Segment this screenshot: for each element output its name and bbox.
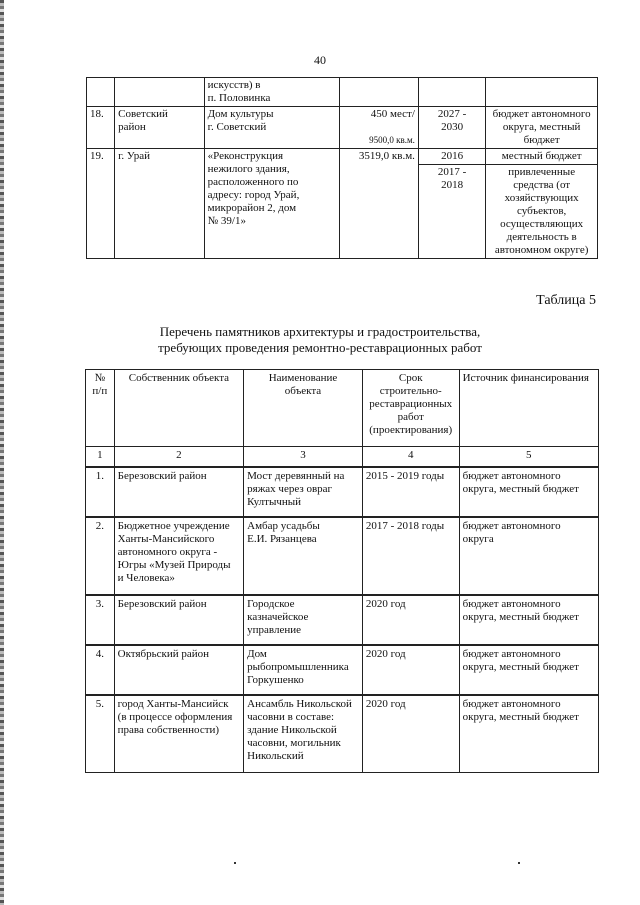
- scan-speck: [518, 862, 520, 864]
- cell-years: 2017 - 2018: [418, 165, 485, 259]
- cell-term: 2020 год: [362, 645, 459, 695]
- cell-name: Ансамбль Никольской часовни в составе: здание Никольской часовни, могильник Никольский: [244, 695, 363, 773]
- cell-funding: бюджет автономного округа, местный бюджет: [486, 107, 598, 149]
- row-number: 1.: [86, 467, 115, 517]
- cell-owner: Октябрьский район: [114, 645, 243, 695]
- header-num: № п/п: [86, 370, 115, 447]
- cell-years: 2016: [418, 149, 485, 165]
- page-number: 40: [314, 53, 326, 67]
- row-number: 4.: [86, 645, 115, 695]
- cell-source: бюджет автономного округа: [459, 517, 598, 595]
- cell-district: Советский район: [115, 107, 205, 149]
- header-owner: Собственник объекта: [114, 370, 243, 447]
- header-source: Источник финансирования: [459, 370, 598, 447]
- scan-speck: [234, 862, 236, 864]
- cell-term: 2017 - 2018 годы: [362, 517, 459, 595]
- cell-years: 2027 - 2030: [418, 107, 485, 149]
- cell-name: Мост деревянный на ряжах через овраг Култычный: [244, 467, 363, 517]
- cell-name: Амбар усадьбы Е.И. Рязанцева: [244, 517, 363, 595]
- cell-name: Городское казначейское управление: [244, 595, 363, 645]
- cell-source: бюджет автономного округа, местный бюджет: [459, 645, 598, 695]
- table-row: [86, 517, 599, 595]
- table-row: [87, 149, 598, 165]
- table-row: [86, 595, 599, 645]
- row-number: 3.: [86, 595, 115, 645]
- table-row: [87, 78, 598, 107]
- table-row: [86, 467, 599, 517]
- cell-capacity: 3519,0 кв.м.: [340, 149, 418, 259]
- table-row: [86, 695, 599, 773]
- cell-source: бюджет автономного округа, местный бюджет: [459, 467, 598, 517]
- table-row: [86, 645, 599, 695]
- row-number: 19.: [87, 149, 115, 259]
- cell-owner: Березовский район: [114, 595, 243, 645]
- row-number: 18.: [87, 107, 115, 149]
- cell-object: искусств) в п. Половинка: [204, 78, 340, 107]
- cell-owner: город Ханты-Мансийск (в процессе оформления права собственности): [114, 695, 243, 773]
- cell-owner: Бюджетное учреждение Ханты-Мансийского автономного округа - Югры «Музей Природы и Человека»: [114, 517, 243, 595]
- table-row: [87, 107, 598, 149]
- cell-district: г. Урай: [115, 149, 205, 259]
- cell-object: «Реконструкция нежилого здания, расположенного по адресу: город Урай, микрорайон 2, дом № 39/1»: [204, 149, 340, 259]
- cell-term: 2020 год: [362, 695, 459, 773]
- row-number: 5.: [86, 695, 115, 773]
- row-number: 2.: [86, 517, 115, 595]
- header-name: Наименование объекта: [244, 370, 363, 447]
- cell-name: Дом рыбопромышленника Горкушенко: [244, 645, 363, 695]
- scan-edge: [0, 0, 4, 905]
- cell-source: бюджет автономного округа, местный бюджет: [459, 595, 598, 645]
- cell-owner: Березовский район: [114, 467, 243, 517]
- cell-term: 2015 - 2019 годы: [362, 467, 459, 517]
- column-number-row: 1 2 3 4 5: [86, 447, 599, 468]
- table-caption: Таблица 5: [536, 293, 596, 308]
- cell-funding: местный бюджет: [486, 149, 598, 165]
- cell-object: Дом культуры г. Советский: [204, 107, 340, 149]
- cell-source: бюджет автономного округа, местный бюджет: [459, 695, 598, 773]
- continuation-table: [86, 77, 598, 259]
- table-title: Перечень памятников архитектуры и градостроительства, требующих проведения ремонтно-реставрационных работ: [158, 324, 482, 355]
- cell-funding: привлеченные средства (от хозяйствующих субъектов, осуществляющих деятельность в автономном округе): [486, 165, 598, 259]
- cell-capacity: 450 мест/ 9500,0 кв.м.: [340, 107, 418, 149]
- table-header-row: [86, 370, 599, 447]
- monuments-table: [85, 369, 599, 773]
- header-term: Срок строительно- реставрационных работ (проектирования): [362, 370, 459, 447]
- cell-term: 2020 год: [362, 595, 459, 645]
